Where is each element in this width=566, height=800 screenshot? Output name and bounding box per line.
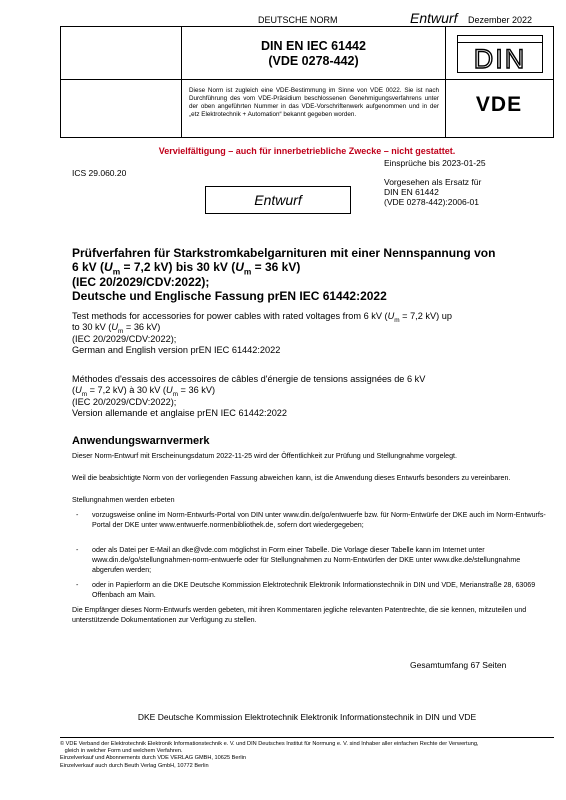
title-de-line4: Deutsche und Englische Fassung prEN IEC 61442:2022: [72, 289, 387, 304]
bullet-dash: -: [76, 511, 79, 519]
footer-line4: Einzelverkauf auch durch Beuth Verlag GmbH, 10772 Berlin: [60, 762, 209, 769]
frame-divider-right: [445, 27, 446, 138]
replacement-info: [384, 177, 544, 207]
footer-line1: © VDE Verband der Elektrotechnik Elektronik Informationstechnik e. V. und DIN Deutsches Institut für Normung e. V. sind Inhaber aller einfachen Rechte der Verwertung,: [60, 741, 479, 747]
footer-copyright: [60, 741, 554, 770]
frame-divider-horizontal: [61, 79, 554, 80]
footer-line2: gleich in welcher Form und welchem Verfahren.: [60, 748, 183, 755]
list-item-text: oder in Papierform an die DKE Deutsche Kommission Elektrotechnik Elektronik Informationstechnik in DIN und VDE, Merianstraße 28, 63069 Offenbach am Main.: [92, 581, 536, 599]
warning-heading: Anwendungswarnvermerk: [72, 435, 210, 447]
objection-deadline: Einsprüche bis 2023-01-25: [384, 158, 486, 168]
din-logo-text: DIN: [473, 44, 527, 73]
draft-box: Entwurf: [205, 186, 351, 214]
replacement-line1: Vorgesehen als Ersatz für: [384, 177, 482, 187]
title-german: [72, 246, 554, 304]
footer-line3: Einzelverkauf und Abonnements durch VDE VERLAG GMBH, 10625 Berlin: [60, 755, 246, 762]
standard-number-line2: (VDE 0278-442): [268, 54, 359, 68]
warning-paragraph-1: Dieser Norm-Entwurf mit Erscheinungsdatum 2022-11-25 wird der Öffentlichkeit zur Prüfung und Stellungnahme vorgelegt.: [72, 452, 457, 460]
warning-paragraph-4: Die Empfänger dieses Norm-Entwurfs werden gebeten, mit ihren Kommentaren jegliche relevanten Patentrechte, die sie kennen, mitzuteilen und unterstützende Dokumentationen zur Verfügung zu stellen.: [72, 606, 527, 624]
title-de-line1: Prüfverfahren für Starkstromkabelgarnituren mit einer Nennspannung von: [72, 246, 496, 260]
title-fr-line2: ($U_m = 7,2$ kV) à 30 kV ($U_m = 36$ kV): [72, 385, 216, 399]
reproduction-notice: Vervielfältigung – auch für innerbetriebliche Zwecke – nicht gestattet.: [158, 146, 456, 156]
warning-paragraph-3: Stellungnahmen werden erbeten: [72, 496, 175, 504]
warning-paragraph-2: Weil die beabsichtigte Norm von der vorliegenden Fassung abweichen kann, ist die Anwendung dieses Entwurfs besonders zu vereinbaren.: [72, 474, 511, 482]
list-item-text: oder als Datei per E-Mail an dke@vde.com möglichst in Form einer Tabelle. Die Vorlage dieser Tabelle kann im Internet unter www.din.de/go/stellungnahmen-norm-entwuerfe oder für Stellungnahmen zu Norm-Entwürfen der DKE unter www.dke.de/stellungnahme abgerufen werden;: [92, 546, 521, 574]
title-fr-line4: Version allemande et anglaise prEN IEC 61442:2022: [72, 407, 288, 418]
bullet-dash: -: [76, 581, 79, 589]
list-item-text: vorzugsweise online im Norm-Entwurfs-Portal von DIN unter www.din.de/go/entwuerfe bzw. für Norm-Entwürfe der DKE auch im Norm-Entwurfs-Portal der DKE unter www.entwuerfe.normenbibliothek.de, sofern dort wiedergegeben;: [92, 511, 546, 529]
vde-logo-icon: VDE: [475, 93, 523, 116]
vde-statement: Diese Norm ist zugleich eine VDE-Bestimmung im Sinne von VDE 0022. Sie ist nach Durchführung des vom VDE-Präsidium beschlossenen Genehmigungsverfahrens unter der oben angeführten Nummer in das VDE-Vorschriftenwerk aufgenommen und in der „etz Elektrotechnik + Automation“ bekannt gegeben worden.: [189, 87, 439, 118]
header-standard-label: DEUTSCHE NORM: [258, 15, 338, 25]
total-pages: Gesamtumfang 67 Seiten: [410, 660, 507, 670]
replacement-line2: DIN EN 61442: [384, 187, 439, 197]
title-en-line4: German and English version prEN IEC 61442:2022: [72, 344, 281, 355]
title-en-line3: (IEC 20/2029/CDV:2022);: [72, 333, 177, 344]
title-fr-line1: Méthodes d'essais des accessoires de câbles d'énergie de tensions assignées de 6 kV: [72, 374, 426, 384]
title-fr-line3: (IEC 20/2029/CDV:2022);: [72, 396, 177, 407]
title-en-line1: Test methods for accessories for power cables with rated voltages from 6 kV ($U_m = 7,2$ kV) up: [72, 311, 452, 324]
footer-divider: [60, 737, 554, 738]
title-english: [72, 311, 554, 356]
title-de-line3: (IEC 20/2029/CDV:2022);: [72, 274, 210, 289]
standard-number: [182, 39, 445, 69]
header-status: Entwurf: [410, 10, 458, 26]
title-en-line2: to 30 kV ($U_m = 36$ kV): [72, 322, 161, 336]
title-de-line2: 6 kV ($U_m = 7,2$ kV) bis 30 kV ($U_m = 36$ kV): [72, 260, 301, 277]
din-logo-icon: [457, 35, 543, 73]
ics-code: ICS 29.060.20: [72, 168, 127, 178]
bullet-dash: -: [76, 546, 79, 554]
title-frame: [60, 26, 554, 138]
replacement-line3: (VDE 0278-442):2006-01: [384, 197, 479, 207]
title-french: [72, 374, 554, 419]
standard-number-line1: DIN EN IEC 61442: [261, 39, 366, 53]
dke-line: DKE Deutsche Kommission Elektrotechnik Elektronik Informationstechnik in DIN und VDE: [137, 712, 477, 722]
header-date: Dezember 2022: [468, 15, 533, 25]
